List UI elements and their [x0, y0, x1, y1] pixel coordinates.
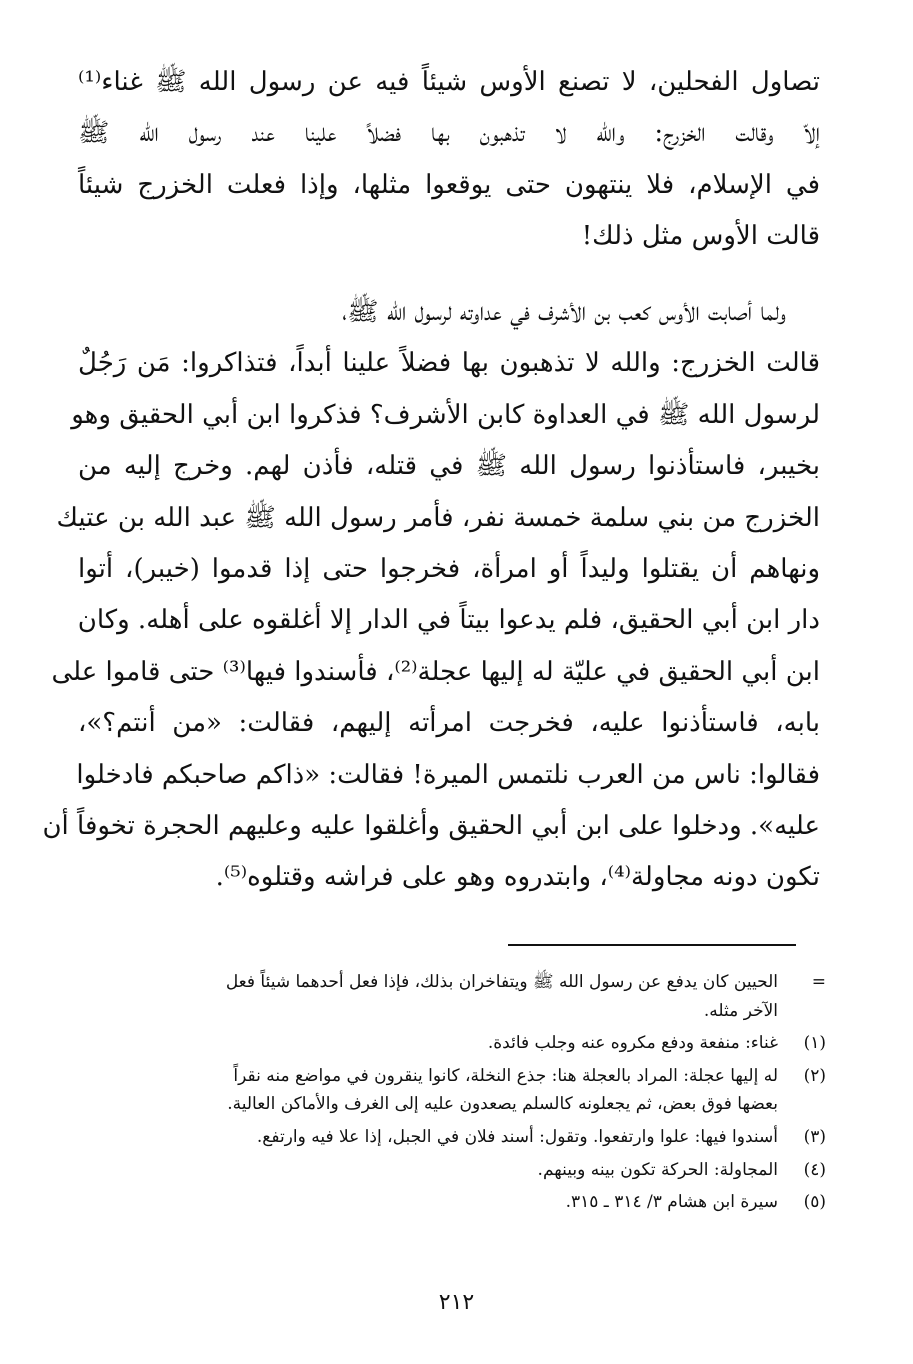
body-line: الخزرج من بني سلمة خمسة نفر، فأمر رسول الله ﷺ عبد الله بن عتيك: [56, 502, 820, 533]
page-number: ٢١٢: [438, 1290, 475, 1315]
footnote-line: سيرة ابن هشام ٣/ ٣١٤ ـ ٣١٥.: [565, 1192, 778, 1213]
body-line: عليه». ودخلوا على ابن أبي الحقيق وأغلقوا عليه وعليهم الحجرة تخوفاً أن: [42, 810, 820, 841]
body-line: لرسول الله ﷺ في العداوة كابن الأشرف؟ فذكروا ابن أبي الحقيق وهو: [71, 399, 820, 430]
body-line: فقالوا: ناس من العرب نلتمس الميرة! فقالت: «ذاكم صاحبكم فادخلوا: [76, 759, 820, 790]
body-line: تكون دونه مجاولة⁽⁴⁾، وابتدروه وهو على فراشه وقتلوه⁽⁵⁾.: [215, 862, 820, 893]
footnote-3: [86, 1123, 826, 1152]
footnote-line: المجاولة: الحركة تكون بينه وبينهم.: [537, 1159, 778, 1180]
body-line: دار ابن أبي الحقيق، فلم يدعوا بيتاً في الدار إلا أغلقوه على أهله. وكان: [77, 605, 820, 636]
footnote-marker: (٢): [803, 1065, 826, 1086]
footnote-line: أسندوا فيها: علوا وارتفعوا. وتقول: أسند فلان في الجبل، إذا علا فيه وارتفع.: [256, 1126, 778, 1147]
body-line: قالت الخزرج: والله لا تذهبون بها فضلاً علينا أبداً، فتذاكروا: مَن رَجُلٌ: [78, 348, 820, 379]
body-line: قالت الأوس مثل ذلك!: [581, 221, 820, 252]
footnote-separator: [508, 944, 796, 946]
footnote-marker: (٣): [803, 1126, 826, 1147]
footnote-marker: (٥): [803, 1192, 826, 1213]
footnote-line: الحيين كان يدفع عن رسول الله ﷺ ويتفاخران بذلك، فإذا فعل أحدهما شيئاً فعل: [225, 972, 778, 992]
footnote-marker: (٤): [803, 1159, 826, 1180]
body-line: إلاّ وقالت الخزرج: والله لا تذهبون بها فضلاً علينا عند رسول الله ﷺ: [78, 118, 820, 149]
body-line: بخيبر، فاستأذنوا رسول الله ﷺ في قتله، فأذن لهم. وخرج إليه من: [78, 451, 820, 482]
footnote-2: [86, 1062, 826, 1119]
footnotes: [86, 968, 826, 1221]
footnote-marker: =: [811, 972, 826, 992]
footnote-line: غناء: منفعة ودفع مكروه عنه وجلب فائدة.: [487, 1033, 778, 1054]
body-line: ونهاهم أن يقتلوا وليداً أو امرأة، فخرجوا حتى إذا قدموا (خيبر)، أتوا: [78, 553, 820, 584]
body-paragraph-2: [42, 287, 820, 904]
footnote-5: [86, 1188, 826, 1217]
body-paragraph-1: [78, 57, 820, 263]
footnote-line: الآخر مثله.: [703, 1000, 778, 1021]
body-line: ولما أصابت الأوس كعب بن الأشرف في عداوته لرسول الله ﷺ،: [342, 297, 786, 327]
footnote-line: بعضها فوق بعض، ثم يجعلونه كالسلم يصعدون عليه إلى الغرف والأماكن العالية.: [227, 1094, 778, 1115]
footnote-4: [86, 1156, 826, 1185]
body-line: ابن أبي الحقيق في عليّة له إليها عجلة⁽²⁾، فأسندوا فيها⁽³⁾ حتى قاموا على: [51, 656, 820, 687]
body-line: في الإسلام، فلا ينتهون حتى يوقعوا مثلها، وإذا فعلت الخزرج شيئاً: [78, 169, 820, 200]
footnote-continuation: [86, 968, 826, 1025]
footnote-1: [86, 1029, 826, 1058]
footnote-line: له إليها عجلة: المراد بالعجلة هنا: جذع النخلة، كانوا ينقرون في مواضع منه نقراً: [233, 1065, 778, 1086]
footnote-marker: (١): [803, 1033, 826, 1054]
body-line: تصاول الفحلين، لا تصنع الأوس شيئاً فيه عن رسول الله ﷺ غناء⁽¹⁾: [78, 67, 821, 97]
body-line: بابه، فاستأذنوا عليه، فخرجت امرأته إليهم، فقالت: «من أنتم؟»،: [78, 708, 820, 739]
